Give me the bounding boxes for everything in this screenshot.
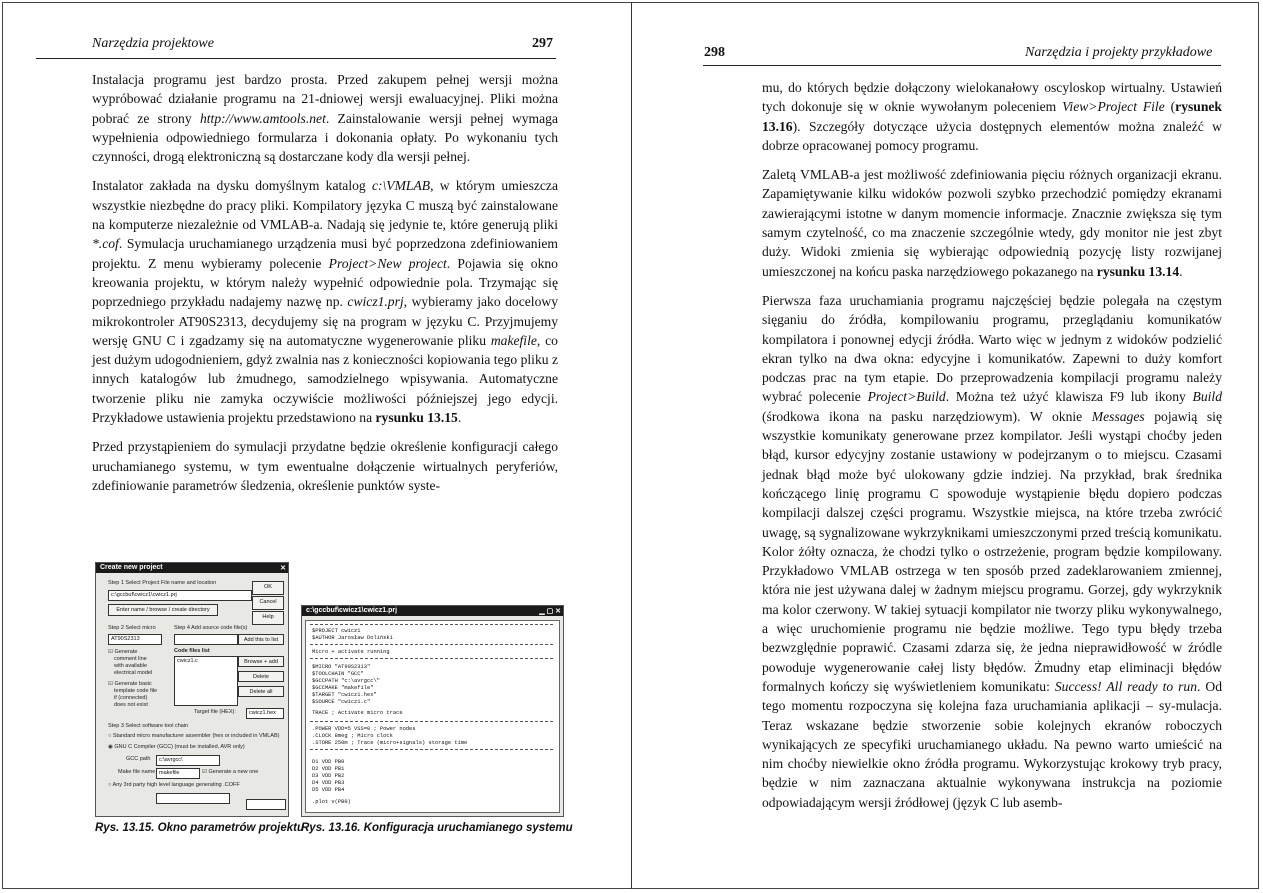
text-run: mu, do których będzie dołączony wielokanałowy oscyloskop wirtualny. Ustawień tych dokonuje się w oknie wywołanym poleceniem <box>762 80 1222 115</box>
browse-button[interactable]: Enter name / browse / create directory <box>108 604 218 616</box>
basic-line: if (connected) <box>114 695 148 701</box>
console-line: $PROJECT cwicz1 <box>312 628 361 634</box>
step2-label: Step 2 Select micro <box>108 625 156 631</box>
console-line: $GCCPATH "c:\avrgcc\" <box>312 678 380 684</box>
delete-button[interactable]: Delete <box>238 671 284 682</box>
code-files-list-label: Code files list <box>174 648 210 654</box>
gen-line: electrical model <box>114 670 153 676</box>
text-run: Instalacja programu jest bardzo prosta. Przed zakupem pełnej wersji można wypróbować działanie programu na 21-dniowej wersji ewaluacyjnej. Pliki można pobrać ze strony <box>92 72 558 126</box>
text-run: Instalator zakłada na dysku domyślnym katalog <box>92 178 372 194</box>
italic-run: View>Project File <box>1062 99 1165 115</box>
radio-gcc[interactable]: ◉ GNU C Compiler (GCC) (must be installed, AVR only) <box>108 744 245 750</box>
radio-gcc-label: GNU C Compiler (GCC) (must be installed, AVR only) <box>114 744 245 750</box>
separator <box>310 624 553 625</box>
left-header-rule <box>36 58 556 59</box>
console-line: $AUTHOR Jarosław Doliński <box>312 635 393 641</box>
console-line: $GCCMAKE "makefile" <box>312 685 374 691</box>
generate-label: Generate <box>114 649 138 655</box>
italic-run: Project>Build <box>867 389 946 405</box>
console-line: D3 VDD PB2 <box>312 773 345 779</box>
cancel-button[interactable]: Cancel <box>252 596 284 610</box>
radio-standard-label: Standard micro manufacturer assembler (hex or included in VMLAB) <box>112 733 280 739</box>
bold-run: rysunku 13.15 <box>375 410 458 426</box>
italic-run: cwicz1.prj <box>347 294 404 310</box>
paragraph <box>92 176 558 427</box>
generate-checkbox[interactable]: ☑ Generate <box>108 649 138 655</box>
generate-new-label: Generate a new one <box>208 769 259 775</box>
console-line: D1 VDD PB0 <box>312 759 345 765</box>
console-line: $TARGET "cwicz1.hex" <box>312 692 377 698</box>
makefile-label: Make file name <box>118 769 156 775</box>
browse-add-button[interactable]: Browse + add <box>238 656 284 667</box>
console-line: D4 VDD PB3 <box>312 780 345 786</box>
project-path-field[interactable]: c:\gccbuf\cwicz1\cwicz1.prj <box>108 590 252 601</box>
text-run: , co jest dużym udogodnieniem, gdyż zwalnia nas z konieczności kopiowania tego pliku z innych katalogów lub żmudnego, samodzielnego wpisywania. Automatyczne tworzenie pliku nie zamyka oczywiście możliwości późniejszej jego edycji. Przykładowe ustawienia projektu przedstawiono na <box>92 332 558 426</box>
paragraph <box>92 437 558 495</box>
left-page-number: 297 <box>532 36 553 51</box>
basic-line: does not exist <box>114 702 148 708</box>
right-header-title: Narzędzia i projekty przykładowe <box>1025 45 1213 60</box>
text-run: ). Szczegóły dotyczące użycia dostępnych elementów można znaleźć w dobrze opracowanej pomocy programu. <box>762 118 1222 153</box>
console-line: .plot v(PB0) <box>312 799 351 805</box>
italic-run: Messages <box>1091 408 1145 424</box>
console-line: .STORE 250m ; Trace (micro+signals) storage time <box>312 740 468 746</box>
console-line: Micro + activate running <box>312 649 390 655</box>
italic-run: *.cof <box>92 236 119 252</box>
micro-select[interactable]: AT90S2313 <box>108 634 162 645</box>
text-run: . Pojawia się okno kreowania projektu, w którym należy wypełnić odpowiednie pola. Trzymając się poprzedniego przykładu nadajemy nazwę np. <box>92 255 558 310</box>
text-run: , wybieramy jako docelowy mikrokontroler AT90S2313, decydujemy się na program w języku C. Przyjmujemy wersję GNU C i zgadzamy się na automatyczne wygenerowanie pliku <box>92 294 558 348</box>
project-file-editor[interactable] <box>305 620 560 813</box>
create-project-dialog <box>95 562 289 817</box>
book-spine <box>631 2 632 889</box>
italic-run: Project>New project <box>328 255 447 271</box>
paragraph <box>762 78 1222 155</box>
text-run: . Od tego momentu rozpoczyna się kolejna faza uruchamiania aplikacji – sy-mulacja. Teraz wskazane będzie stworzenie sobie kolejnych ekranów roboczych wynikających ze specyfiki uruchamianego układu. Na pewno warto umieścić na nim choćby niewielkie okno źródła programu. Wykorzystując krokowy tryb pracy, będzie w nim zaznaczana aktualnie wykonywana instrukcja na poziomie odpowiadającym wersji źródłowej (język C lub asemb- <box>762 678 1222 810</box>
paragraph <box>92 70 558 166</box>
text-run: . <box>1179 263 1183 279</box>
text-run: , w którym umieszcza wszystkie niezbędne do pracy pliki. Kompilatory języka C muszą być zainstalowane na komputerze niezależnie od VMLAB-a. Nadają się jedynie te, które generują pliki <box>92 178 558 233</box>
target-file-field[interactable]: cwicz1.hex <box>246 708 284 719</box>
italic-run: Build <box>1192 389 1222 405</box>
right-page-number: 298 <box>704 45 725 60</box>
separator <box>310 749 553 750</box>
window-title-bar <box>302 606 563 616</box>
radio-3rd-party-label: Any 3rd party high level language generating .COFF <box>112 782 240 788</box>
bold-run: rysunek 13.16 <box>762 99 1222 134</box>
coff-field[interactable] <box>156 793 230 804</box>
italic-run: Success! All ready to run <box>1054 678 1198 694</box>
text-run: ( <box>1164 99 1176 115</box>
left-page <box>0 0 630 893</box>
window-controls-icon[interactable]: ▁ ▢ ✕ <box>539 608 561 615</box>
right-header-rule <box>703 65 1221 66</box>
generate-basic-label: Generate basic <box>114 681 152 687</box>
separator <box>310 721 553 722</box>
step4-label: Step 4 Add source code file(s) <box>174 625 248 631</box>
separator <box>310 644 553 645</box>
close-icon[interactable]: ✕ <box>280 565 286 572</box>
console-line: .CLOCK 8meg ; Micro clock <box>312 733 393 739</box>
gen-line: comment line <box>114 656 147 662</box>
coff-browse-field[interactable] <box>246 799 286 810</box>
text-run: Pierwsza faza uruchamiania programu najczęściej będzie polegała na częstym sięganiu do źródła, kompilowaniu programu, przeglądaniu komunikatów kompilatora i ponownej edycji źródła. Warto więc w jednym z widoków podzielić ekran tylko na dwa okna: edycyjne i komunikatów. Zapewni to duży komfort podczas prac na tym etapie. Do przeprowadzenia kompilacji programu należy wybrać polecenie <box>762 292 1222 405</box>
right-body-text <box>762 78 1222 822</box>
paragraph <box>762 291 1222 812</box>
text-run: (środkowa ikona na pasku narzędziowym). W oknie <box>762 408 1092 424</box>
dialog-title-bar <box>96 563 288 573</box>
generate-new-checkbox[interactable]: ☑ Generate a new one <box>202 769 259 775</box>
project-file-window <box>301 605 564 817</box>
text-run: . Można też użyć klawisza F9 lub ikony <box>945 389 1193 405</box>
code-files-list[interactable] <box>174 656 238 706</box>
left-body-text <box>92 70 558 505</box>
console-line: D2 VDD PB1 <box>312 766 345 772</box>
ok-button[interactable]: OK <box>252 581 284 595</box>
text-run: Przed przystąpieniem do symulacji przydatne będzie określenie konfiguracji całego uruchamianego systemu, w tym ewentualne dołączenie wirtualnych peryferiów, zdefiniowanie parametrów śledzenia, określenie punktów syste- <box>92 439 558 493</box>
radio-standard[interactable]: ○ Standard micro manufacturer assembler (hex or included in VMLAB) <box>108 733 280 739</box>
help-button[interactable]: Help <box>252 611 284 625</box>
separator <box>310 658 553 659</box>
add-this-button[interactable]: Add this to list <box>238 634 284 645</box>
step3-label: Step 3 Select software tool chain <box>108 723 189 729</box>
italic-run: http://www.amtools.net <box>199 110 326 126</box>
text-run: . Symulacja uruchamianego urządzenia musi być poprzedzona zdefiniowaniem projektu. Z menu wybieramy polecenie <box>92 236 558 271</box>
console-line: $SOURCE "cwicz1.c" <box>312 699 371 705</box>
figure-caption-13-15: Rys. 13.15. Okno parametrów projektu <box>95 822 304 834</box>
delete-all-button[interactable]: Delete all <box>238 686 284 697</box>
console-line: $MICRO "AT90S2313" <box>312 664 371 670</box>
gcc-path-field[interactable]: c:\avrgcc\ <box>156 755 220 766</box>
gcc-path-label: GCC path <box>126 756 151 762</box>
bold-run: rysunku 13.14 <box>1096 263 1180 279</box>
console-line: $TOOLCHAIN "GCC" <box>312 671 364 677</box>
window-title: c:\gccbuf\cwicz1\cwicz1.prj <box>306 607 398 614</box>
text-run: . <box>457 410 462 426</box>
paragraph <box>762 165 1222 281</box>
left-header-title: Narzędzia projektowe <box>92 36 214 51</box>
text-run: Zaletą VMLAB-a jest możliwość zdefiniowania pięciu różnych organizacji ekranu. Zapamiętywanie kilku widoków pozwoli szybko przechodzić pomiędzy ekranami zawierającymi istotne w danym momencie informacje. Znacznie zwiększa się tym samym czytelność, co ma znaczenie szczególnie wtedy, gdy monitor nie jest zbyt duży. Widoki zmienia się wybierając odpowiednią pozycję listy rozwijanej umieszczonej na końcu paska narzędziowego pokazanego na <box>762 167 1222 279</box>
text-run: pojawią się wszystkie komunikaty generowane przez kompilator. Jeśli wystąpi choćby jeden błąd, kursor edycyjny zostanie ustawiony w podejrzanym o to miejscu. Czasami jednak błąd może być ulokowany gdzie indziej. Na przykład, brak średnika kończącego linię programu C spowoduje wystąpienie błędu dopiero podczas kompilacji dalszej części programu. Wszystkie miejsca, na które trzeba zwrócić uwagę, są sygnalizowane wykrzyknikami umieszczonymi przed treścią komunikatu. Kolor żółty oznacza, że chodzi tylko o ostrzeżenie, program będzie kompilowany. Przykładowo VMLAB ostrzega w ten sposób przed zadeklarowaniem zmiennej, która nie jest używana dalej w żadnym miejscu programu. Gorzej, gdy wykrzyknik ma kolor czerwony. W takiej sytuacji kompilator nie tworzy pliku wykonywalnego, a więc uruchomienie programu nie będzie możliwe. Tego typu błędy trzeba bezwzględnie poprawić. Czasami zdarza się, że jedna nieprawidłowość w źródle powoduje wygenerowanie całej listy błędów. Żmudny etap eliminacji błędów formalnych kończy się wyświetleniem komunikatu: <box>762 408 1222 694</box>
source-file-field[interactable] <box>174 634 238 645</box>
figure-caption-13-16: Rys. 13.16. Konfiguracja uruchamianego systemu <box>301 822 573 834</box>
dialog-title: Create new project <box>100 564 163 571</box>
step1-label: Step 1 Select Project File name and location <box>108 580 217 586</box>
italic-run: makefile <box>490 332 537 348</box>
console-line: TRACE ; Activate micro trace <box>312 710 403 716</box>
right-page <box>633 0 1263 893</box>
code-file-item[interactable]: cwicz1.c <box>177 658 198 664</box>
basic-line: template code file <box>114 688 158 694</box>
console-line: D5 VDD PB4 <box>312 787 345 793</box>
makefile-field[interactable]: makefile <box>156 768 200 779</box>
text-run: . Zainstalowanie wersji pełnej wymaga wypełnienia odpowiedniego formularza i dokonania opłaty. Po wykonaniu tych czynności, drogą elektroniczną są dostarczane kody dla wersji pełnej. <box>92 110 558 165</box>
console-line: .POWER VDD=5 VSS=0 ; Power nodes <box>312 726 416 732</box>
radio-3rd-party[interactable]: ○ Any 3rd party high level language generating .COFF <box>108 782 240 788</box>
generate-basic-checkbox[interactable]: ☑ Generate basic <box>108 681 152 687</box>
italic-run: c:\VMLAB <box>371 178 431 194</box>
target-file-label: Target file (HEX): <box>194 709 236 715</box>
gen-line: with available <box>114 663 148 669</box>
